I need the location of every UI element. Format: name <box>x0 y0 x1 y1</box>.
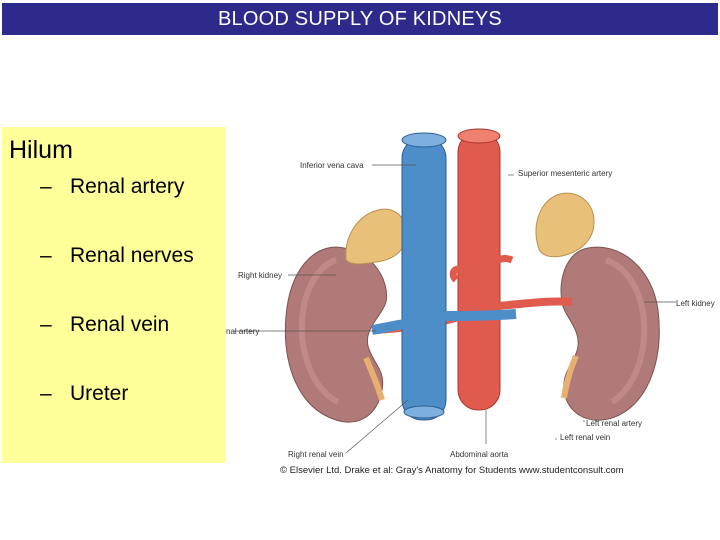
ivc-top <box>402 133 446 147</box>
label-inferior-vena-cava: Inferior vena cava <box>300 161 364 170</box>
label-right-kidney: Right kidney <box>238 271 283 280</box>
notes-heading: Hilum <box>9 136 73 164</box>
bullet-renal-vein <box>40 313 169 337</box>
right-renal-vein-vessel <box>372 324 404 330</box>
bullet-dash: – <box>40 313 52 336</box>
bullet-dash: – <box>40 175 52 198</box>
label-right-renal-artery: nal artery <box>226 327 260 336</box>
label-left-renal-artery: Left renal artery <box>586 419 643 428</box>
kidney-diagram <box>226 120 720 480</box>
label-left-kidney: Left kidney <box>676 299 715 308</box>
figure-credit: © Elsevier Ltd. Drake et al: Gray's Anatomy for Students www.studentconsult.com <box>280 465 624 476</box>
left-adrenal-gland <box>536 193 594 256</box>
label-superior-mesenteric-artery: Superior mesenteric artery <box>518 169 613 178</box>
bullet-text: Renal nerves <box>70 244 194 267</box>
kidney-illustration <box>226 120 720 480</box>
bullet-renal-nerves <box>40 244 194 268</box>
label-right-renal-vein: Right renal vein <box>288 450 344 459</box>
bullet-ureter <box>40 382 128 406</box>
bullet-renal-artery <box>40 175 184 199</box>
bullet-dash: – <box>40 244 52 267</box>
label-abdominal-aorta: Abdominal aorta <box>450 450 509 459</box>
ivc-bottom <box>404 406 444 418</box>
bullet-text: Renal artery <box>70 175 185 198</box>
bullet-text: Ureter <box>70 382 129 405</box>
slide-title: BLOOD SUPPLY OF KIDNEYS <box>2 3 718 35</box>
left-renal-artery-vessel <box>496 301 572 306</box>
bullet-dash: – <box>40 382 52 405</box>
abdominal-aorta <box>458 132 500 410</box>
aorta-top <box>458 129 500 143</box>
label-left-renal-vein: Left renal vein <box>560 433 611 442</box>
left-renal-vein-vessel <box>440 314 516 316</box>
right-adrenal-gland <box>346 209 406 264</box>
bullet-text: Renal vein <box>70 313 170 336</box>
inferior-vena-cava <box>402 138 446 420</box>
